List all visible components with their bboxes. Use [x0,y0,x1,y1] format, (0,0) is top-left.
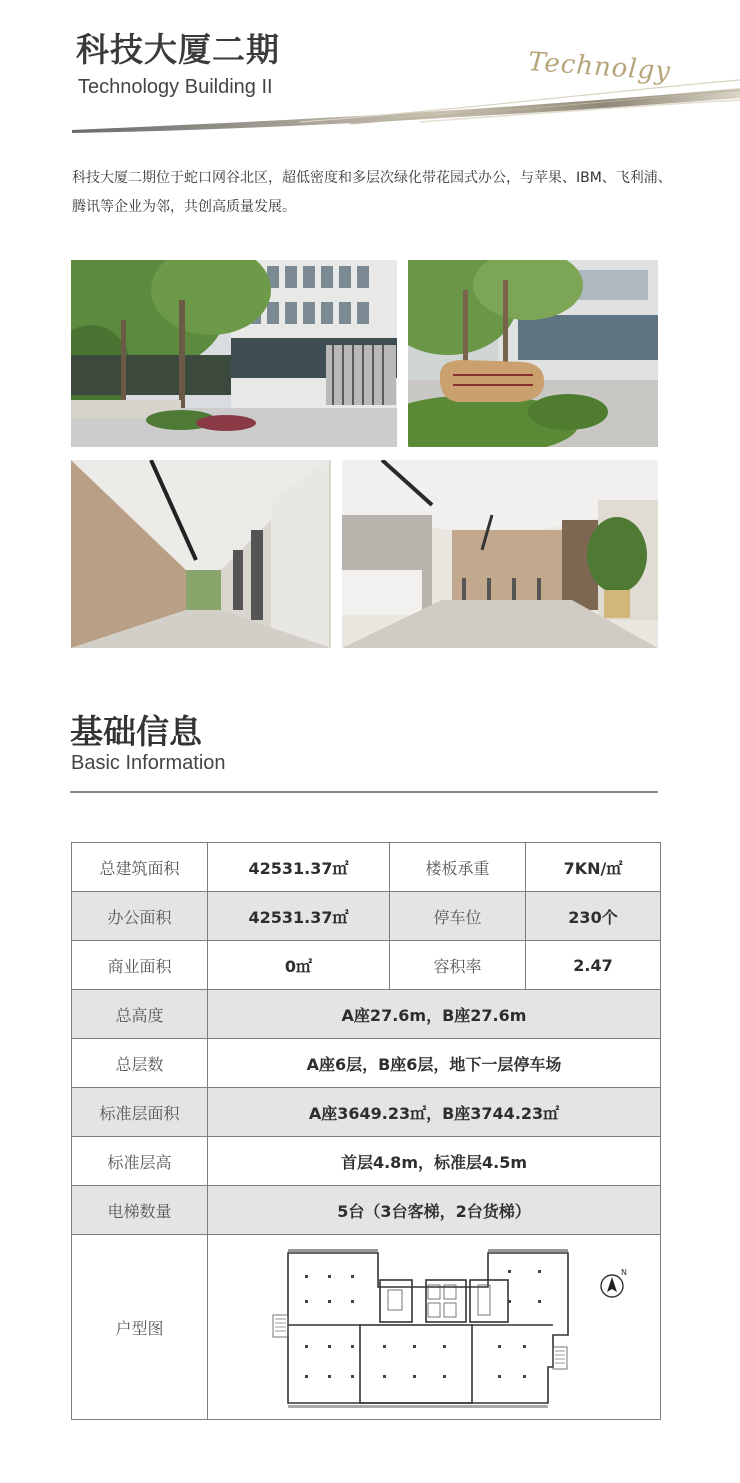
section-subtitle: Basic Information [71,752,226,774]
table-row [72,1088,661,1137]
basic-info-table [71,842,661,1420]
floor-plan-cell [208,1235,661,1420]
table-row [72,1137,661,1186]
table-row [72,1186,661,1235]
lobby-photo [342,460,658,648]
page-subtitle: Technology Building II [78,76,273,98]
table-cell-value: 230个 [526,892,661,941]
intro-paragraph: 科技大厦二期位于蛇口网谷北区，超低密度和多层次绿化带花园式办公，与苹果、IBM、飞利浦、腾讯等企业为邻，共创高质量发展。 [72,170,672,215]
table-cell-value: 2.47 [526,941,661,990]
table-cell-value: A座6层，B座6层，地下一层停车场 [208,1039,661,1088]
table-row [72,843,661,892]
table-row [72,1039,661,1088]
table-row [72,941,661,990]
technology-script-word: Technolgy [527,47,672,87]
building-exterior-photo [71,260,397,447]
section-divider [70,791,658,793]
corridor-photo [71,460,331,648]
table-cell-value: 7KN/㎡ [526,843,661,892]
north-compass-icon [598,1270,632,1304]
table-cell-value: 首层4.8m，标准层4.5m [208,1137,661,1186]
table-row [72,892,661,941]
table-cell-value: 42531.37㎡ [208,843,390,892]
table-cell-label: 停车位 [390,892,526,941]
table-cell-label: 标准层面积 [72,1088,208,1137]
table-cell-value: 5台（3台客梯，2台货梯） [208,1186,661,1235]
table-cell-value: A座3649.23㎡，B座3744.23㎡ [208,1088,661,1137]
table-cell-label: 商业面积 [72,941,208,990]
table-cell-label: 户型图 [72,1235,208,1420]
table-cell-value: 0㎡ [208,941,390,990]
table-row [72,990,661,1039]
table-cell-value: A座27.6m，B座27.6m [208,990,661,1039]
table-row [72,1235,661,1420]
floor-plan-image [208,1235,659,1419]
table-cell-label: 楼板承重 [390,843,526,892]
table-cell-value: 42531.37㎡ [208,892,390,941]
page-title: 科技大厦二期 [76,30,280,69]
table-cell-label: 总高度 [72,990,208,1039]
table-cell-label: 容积率 [390,941,526,990]
table-cell-label: 标准层高 [72,1137,208,1186]
table-cell-label: 总层数 [72,1039,208,1088]
table-cell-label: 总建筑面积 [72,843,208,892]
garden-stone-photo [408,260,658,447]
table-cell-label: 办公面积 [72,892,208,941]
section-title: 基础信息 [70,712,202,751]
compass-north-label: N [621,1268,627,1277]
table-cell-label: 电梯数量 [72,1186,208,1235]
